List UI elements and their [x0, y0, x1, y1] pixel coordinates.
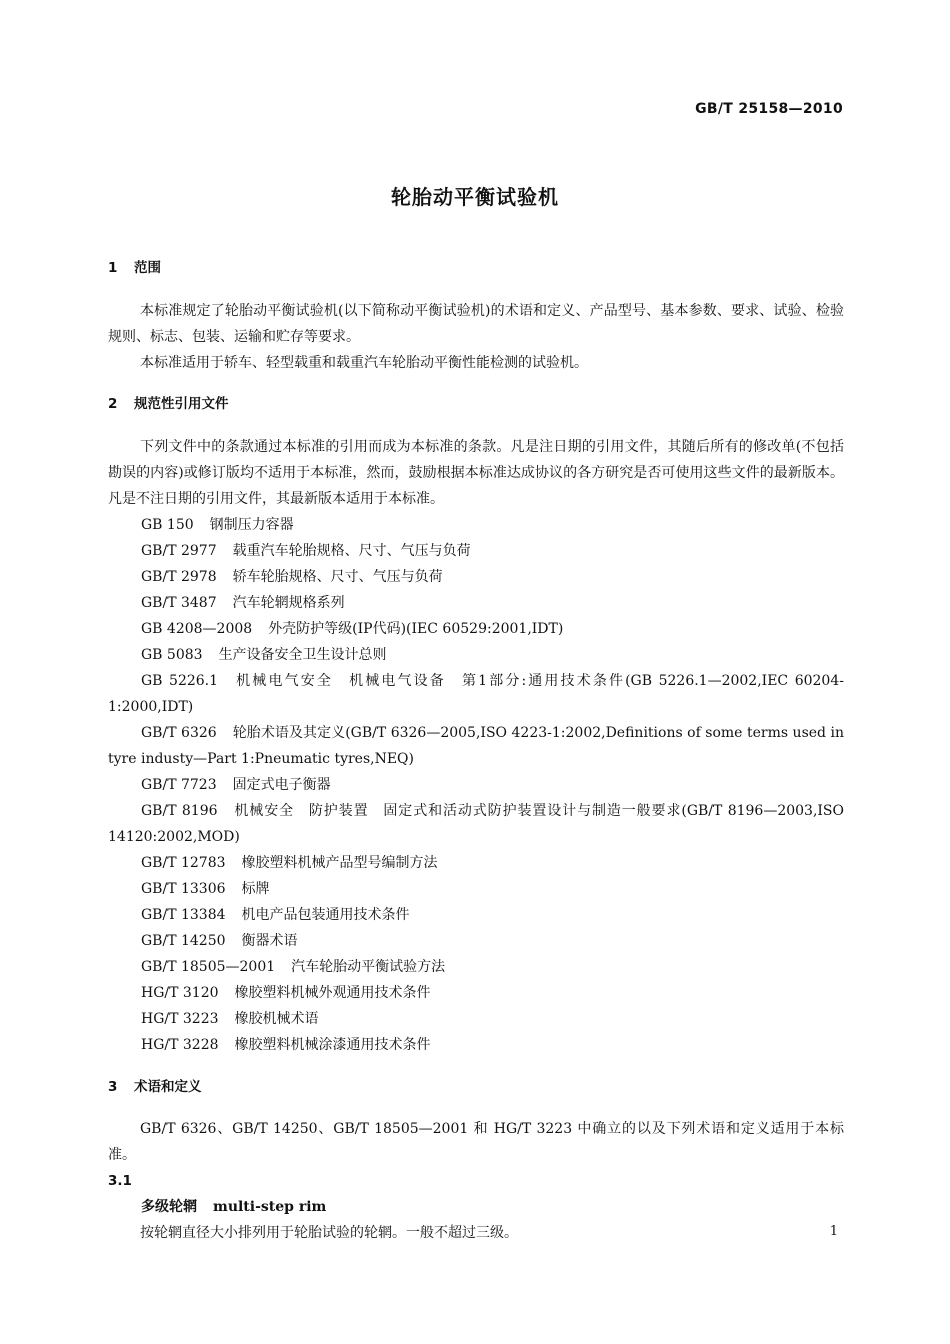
- reference-item: [108, 616, 844, 642]
- reference-item: [108, 642, 844, 668]
- reference-code: GB/T 13306: [141, 881, 226, 897]
- reference-code: GB/T 2978: [141, 569, 217, 585]
- reference-code: HG/T 3223: [141, 1011, 219, 1027]
- reference-title: 机械安全 防护装置 固定式和活动式防护装置设计与制造一般要求(GB/T 8196—2003,ISO 14120:2002,MOD): [108, 803, 845, 845]
- reference-item: [108, 564, 844, 590]
- reference-code: GB 150: [141, 517, 194, 533]
- reference-item: [108, 590, 844, 616]
- reference-item: [108, 980, 844, 1006]
- reference-code: GB/T 8196: [141, 803, 218, 819]
- reference-title: 衡器术语: [241, 933, 298, 949]
- section-number: 2: [108, 396, 118, 412]
- term-heading: [108, 1194, 844, 1220]
- reference-item: [108, 850, 844, 876]
- reference-title: 轿车轮胎规格、尺寸、气压与负荷: [232, 569, 443, 585]
- reference-code: GB/T 6326: [141, 725, 217, 741]
- reference-item: [108, 772, 844, 798]
- reference-title: 机械电气安全 机械电气设备 第1部分:通用技术条件(GB 5226.1—2002,IEC 60204-1:2000,IDT): [108, 673, 844, 715]
- section-1-heading: [108, 258, 844, 278]
- page-number: 1: [829, 1224, 838, 1239]
- term-en: multi-step rim: [213, 1199, 327, 1215]
- term-zh: 多级轮辋: [141, 1199, 197, 1215]
- reference-title: 生产设备安全卫生设计总则: [218, 647, 387, 663]
- reference-item: [108, 720, 844, 772]
- reference-item: [108, 954, 844, 980]
- reference-title: 钢制压力容器: [209, 517, 294, 533]
- reference-code: GB 5226.1: [141, 673, 219, 689]
- paragraph: 本标准规定了轮胎动平衡试验机(以下简称动平衡试验机)的术语和定义、产品型号、基本参数、要求、试验、检验规则、标志、包装、运输和贮存等要求。: [108, 303, 844, 345]
- paragraph: GB/T 6326、GB/T 14250、GB/T 18505—2001 和 HG/T 3223 中确立的以及下列术语和定义适用于本标准。: [108, 1121, 844, 1163]
- paragraph: 下列文件中的条款通过本标准的引用而成为本标准的条款。凡是注日期的引用文件，其随后所有的修改单(不包括勘误的内容)或修订版均不适用于本标准，然而，鼓励根据本标准达成协议的各方研究是否可使用这些文件的最新版本。凡是不注日期的引用文件，其最新版本适用于本标准。: [108, 439, 844, 507]
- section-title: 范围: [134, 260, 161, 276]
- reference-item: [108, 798, 844, 850]
- reference-title: 汽车轮辋规格系列: [232, 595, 345, 611]
- reference-code: GB/T 18505—2001: [141, 959, 276, 975]
- reference-title: 标牌: [241, 881, 270, 897]
- reference-code: GB/T 2977: [141, 543, 217, 559]
- reference-code: GB/T 12783: [141, 855, 226, 871]
- reference-title: 橡胶机械术语: [234, 1011, 319, 1027]
- section-number: 3: [108, 1079, 118, 1095]
- reference-item: [108, 668, 844, 720]
- reference-title: 橡胶塑料机械产品型号编制方法: [241, 855, 438, 871]
- document-title: 轮胎动平衡试验机: [391, 185, 559, 209]
- reference-item: [108, 928, 844, 954]
- reference-title: 轮胎术语及其定义(GB/T 6326—2005,ISO 4223-1:2002,Definitions of some terms used in tyre industy—Part 1:Pneumatic tyres,NEQ): [108, 725, 845, 767]
- section-title: 规范性引用文件: [134, 396, 229, 412]
- reference-item: [108, 902, 844, 928]
- section-3-heading: [108, 1077, 844, 1097]
- reference-title: 橡胶塑料机械外观通用技术条件: [234, 985, 431, 1001]
- reference-code: GB/T 3487: [141, 595, 217, 611]
- reference-code: HG/T 3120: [141, 985, 219, 1001]
- reference-code: GB 5083: [141, 647, 203, 663]
- reference-code: GB 4208—2008: [141, 621, 253, 637]
- reference-item: [108, 1032, 844, 1058]
- reference-code: GB/T 14250: [141, 933, 226, 949]
- paragraph: 本标准适用于轿车、轻型载重和载重汽车轮胎动平衡性能检测的试验机。: [140, 355, 588, 371]
- reference-title: 机电产品包装通用技术条件: [241, 907, 410, 923]
- reference-item: [108, 512, 844, 538]
- reference-code: GB/T 13384: [141, 907, 226, 923]
- standard-number-header: GB/T 25158—2010: [695, 101, 843, 117]
- reference-code: GB/T 7723: [141, 777, 217, 793]
- reference-title: 橡胶塑料机械涂漆通用技术条件: [234, 1037, 431, 1053]
- section-2-heading: [108, 394, 844, 414]
- reference-title: 汽车轮胎动平衡试验方法: [291, 959, 446, 975]
- reference-item: [108, 538, 844, 564]
- term-number: 3.1: [108, 1173, 132, 1189]
- reference-title: 载重汽车轮胎规格、尺寸、气压与负荷: [232, 543, 471, 559]
- reference-item: [108, 1006, 844, 1032]
- section-number: 1: [108, 260, 118, 276]
- reference-item: [108, 876, 844, 902]
- term-definition: 按轮辋直径大小排列用于轮胎试验的轮辋。一般不超过三级。: [140, 1225, 518, 1241]
- reference-title: 外壳防护等级(IP代码)(IEC 60529:2001,IDT): [268, 621, 564, 637]
- reference-title: 固定式电子衡器: [232, 777, 331, 793]
- reference-code: HG/T 3228: [141, 1037, 219, 1053]
- section-title: 术语和定义: [134, 1079, 202, 1095]
- document-body: [108, 258, 844, 1246]
